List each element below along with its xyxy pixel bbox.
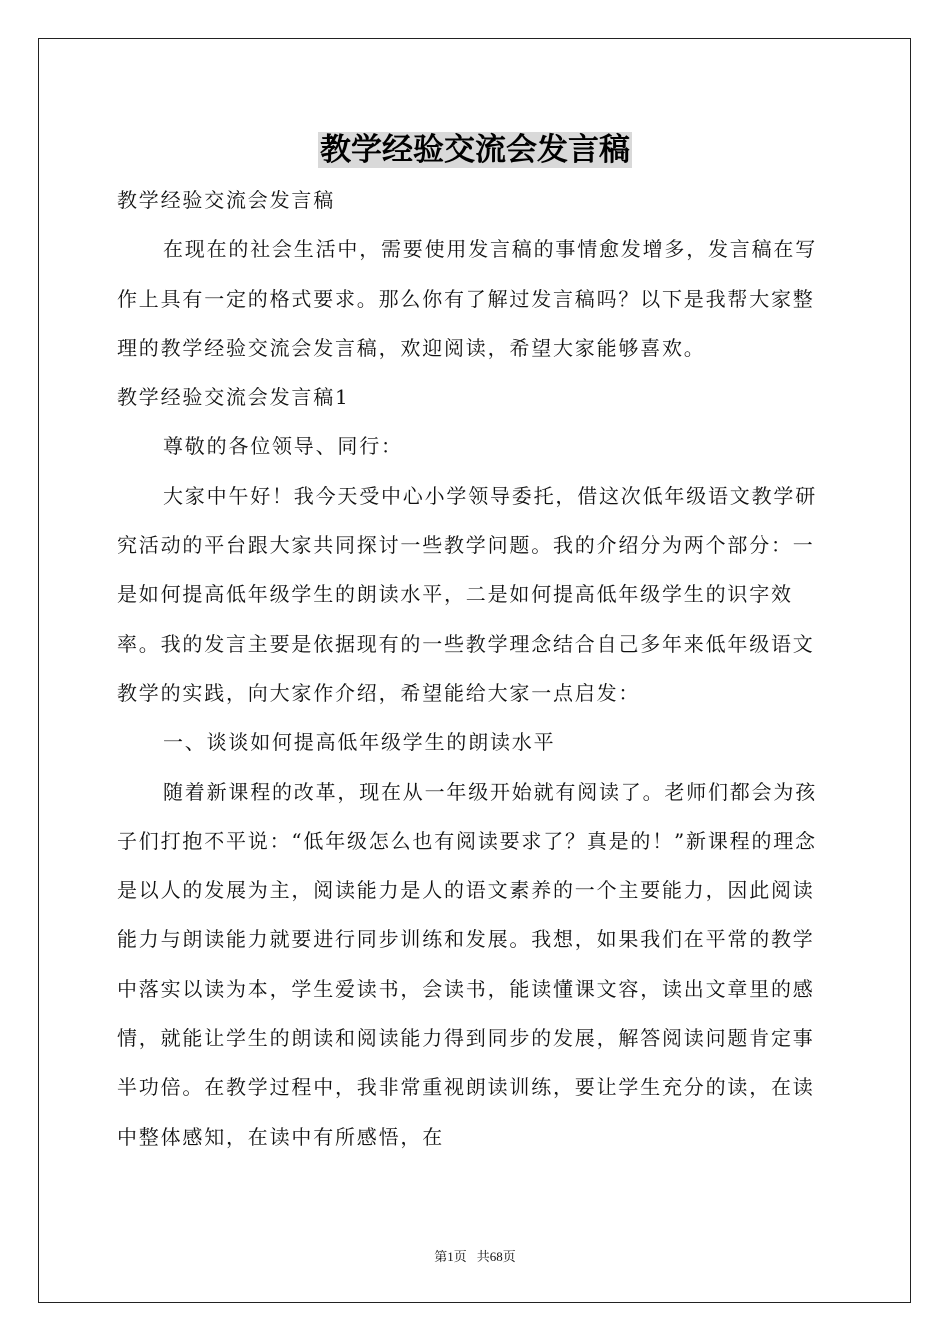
document-title-text: 教学经验交流会发言稿 bbox=[320, 132, 630, 168]
page-total: 共68页 bbox=[476, 1249, 516, 1264]
section-heading: 教学经验交流会发言稿1 bbox=[117, 385, 350, 410]
paragraph: 一、谈谈如何提高低年级学生的朗读水平 bbox=[163, 730, 556, 755]
paragraph: 在现在的社会生活中，需要使用发言稿的事情愈发增多，发言稿在写作上具有一定的格式要求。那么你有了解过发言稿吗？以下是我帮大家整理的教学经验交流会发言稿，欢迎阅读，希望大家能够喜欢。 bbox=[117, 237, 817, 360]
paragraph: 尊敬的各位领导、同行： bbox=[163, 434, 403, 459]
document-body bbox=[117, 176, 833, 1162]
paragraph: 教学经验交流会发言稿 bbox=[117, 188, 335, 212]
paragraph: 随着新课程的改革，现在从一年级开始就有阅读了。老师们都会为孩子们打抱不平说：“低年级怎么也有阅读要求了？真是的！”新课程的理念是以人的发展为主，阅读能力是人的语文素养的一个主要能力，因此阅读能力与朗读能力就要进行同步训练和发展。我想，如果我们在平常的教学中落实以读为本，学生爱读书，会读书，能读懂课文容，读出文章里的感情，就能让学生的朗读和阅读能力得到同步的发展，解答阅读问题肯定事半功倍。在教学过程中，我非常重视朗读训练，要让学生充分的读，在读中整体感知，在读中有所感悟，在 bbox=[117, 779, 817, 1149]
page-footer bbox=[0, 1246, 950, 1265]
document-title bbox=[0, 128, 950, 172]
page-number: 第1页 bbox=[434, 1249, 467, 1264]
paragraph: 大家中午好！我今天受中心小学领导委托，借这次低年级语文教学研究活动的平台跟大家共同探讨一些教学问题。我的介绍分为两个部分：一是如何提高低年级学生的朗读水平，二是如何提高低年级学生的识字效率。我的发言主要是依据现有的一些教学理念结合自己多年来低年级语文教学的实践，向大家作介绍，希望能给大家一点启发： bbox=[117, 483, 817, 705]
